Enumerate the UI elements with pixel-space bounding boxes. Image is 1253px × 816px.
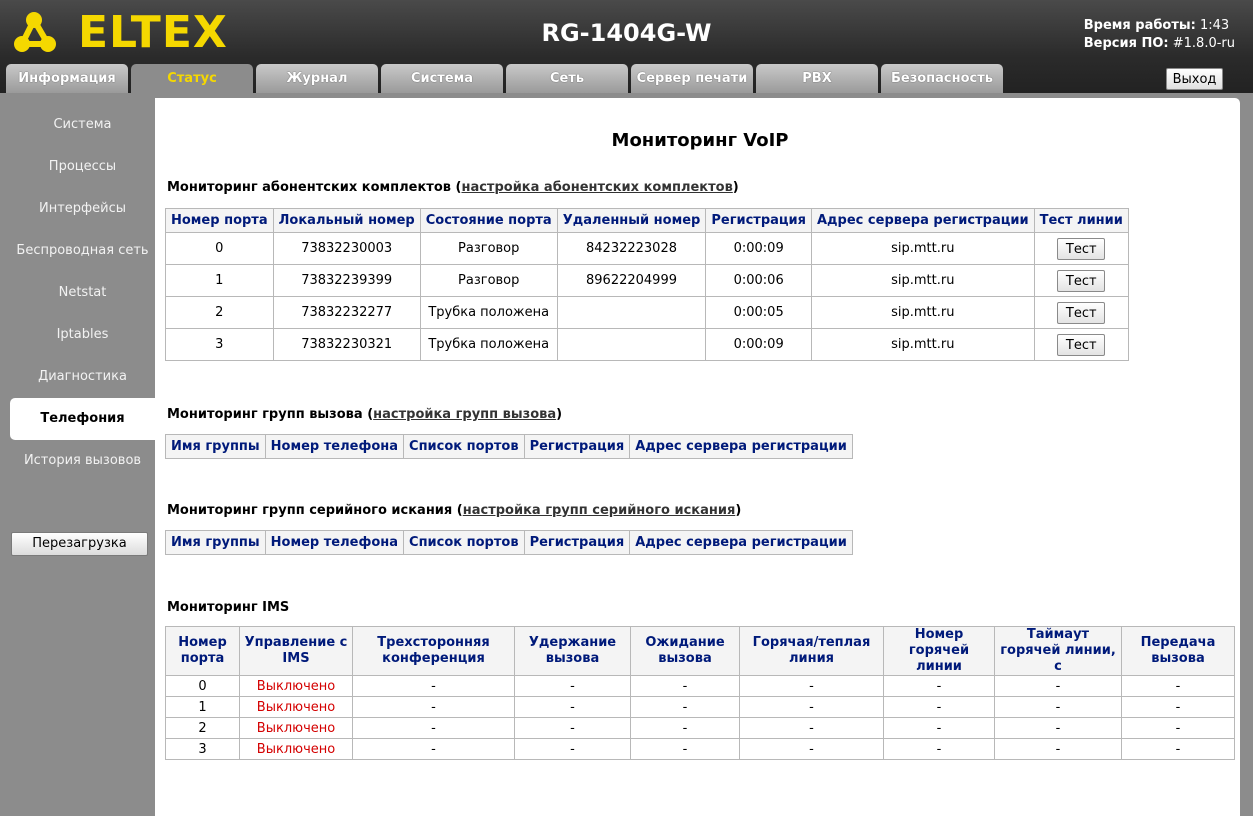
hotline-cell: -	[740, 718, 884, 739]
table-row	[166, 297, 1129, 329]
test-line-button[interactable]: Тест	[1057, 334, 1105, 356]
hotline-cell: -	[740, 676, 884, 697]
registration-cell: 0:00:09	[706, 233, 812, 265]
tab-security[interactable]: Безопасность	[881, 64, 1003, 93]
transfer-cell: -	[1122, 697, 1235, 718]
ims-control-cell: Выключено	[240, 676, 353, 697]
uptime-value: 1:43	[1200, 18, 1230, 33]
conference-cell: -	[353, 697, 515, 718]
transfer-cell: -	[1122, 676, 1235, 697]
server-cell: sip.mtt.ru	[812, 265, 1035, 297]
server-cell: sip.mtt.ru	[812, 297, 1035, 329]
sidebar-item-interfaces[interactable]: Интерфейсы	[38, 201, 127, 216]
subscribers-title-text: Мониторинг абонентских комплектов (	[167, 180, 462, 195]
hold-cell: -	[515, 676, 631, 697]
hotline-number-cell: -	[884, 676, 995, 697]
hotline-timeout-cell: -	[995, 718, 1122, 739]
table-row	[166, 329, 1129, 361]
test-cell	[1034, 297, 1128, 329]
port-cell: 3	[166, 329, 274, 361]
hunt-groups-settings-link[interactable]: настройка групп серийного искания	[462, 503, 736, 518]
local-number-cell: 73832232277	[273, 297, 420, 329]
local-number-cell: 73832239399	[273, 265, 420, 297]
tab-system[interactable]: Система	[381, 64, 503, 93]
column-header: Номер порта	[166, 627, 240, 676]
page-scrollbar[interactable]	[1241, 98, 1253, 816]
port-cell: 2	[166, 718, 240, 739]
hold-cell: -	[515, 697, 631, 718]
column-header: Горячая/теплая линия	[740, 627, 884, 676]
table-row	[166, 265, 1129, 297]
hotline-timeout-cell: -	[995, 697, 1122, 718]
conference-cell: -	[353, 739, 515, 760]
sidebar-item-netstat[interactable]: Netstat	[58, 285, 107, 300]
sidebar-item-diagnostics[interactable]: Диагностика	[38, 369, 127, 384]
column-header: Удаленный номер	[557, 209, 706, 233]
tab-pbx[interactable]: PBX	[756, 64, 878, 93]
port-cell: 0	[166, 676, 240, 697]
port-cell: 1	[166, 265, 274, 297]
logo-text: ELTEX	[78, 7, 228, 58]
column-header: Управление с IMS	[240, 627, 353, 676]
column-header: Регистрация	[524, 435, 630, 459]
table-header-row	[166, 435, 853, 459]
call-groups-section-title	[167, 407, 562, 422]
table-row	[166, 676, 1235, 697]
conference-cell: -	[353, 718, 515, 739]
tab-status[interactable]: Статус	[131, 64, 253, 93]
port-state-cell: Трубка положена	[420, 329, 557, 361]
waiting-cell: -	[631, 697, 740, 718]
header	[0, 0, 1253, 93]
hotline-number-cell: -	[884, 697, 995, 718]
hotline-cell: -	[740, 739, 884, 760]
hold-cell: -	[515, 718, 631, 739]
registration-cell: 0:00:05	[706, 297, 812, 329]
port-state-cell: Разговор	[420, 233, 557, 265]
hunt-groups-title-text: Мониторинг групп серийного искания (	[167, 503, 463, 518]
port-cell: 0	[166, 233, 274, 265]
eltex-logo[interactable]	[14, 7, 228, 58]
uptime-label: Время работы:	[1083, 18, 1196, 33]
page-title: Мониторинг VoIP	[611, 130, 789, 151]
table-row	[166, 718, 1235, 739]
column-header: Список портов	[404, 531, 525, 555]
table-header-row	[166, 627, 1235, 676]
tab-info[interactable]: Информация	[6, 64, 128, 93]
server-cell: sip.mtt.ru	[812, 233, 1035, 265]
server-cell: sip.mtt.ru	[812, 329, 1035, 361]
remote-number-cell: 84232223028	[557, 233, 706, 265]
test-cell	[1034, 233, 1128, 265]
column-header: Адрес сервера регистрации	[812, 209, 1035, 233]
reboot-button[interactable]: Перезагрузка	[11, 532, 148, 556]
port-cell: 1	[166, 697, 240, 718]
firmware-value: #1.8.0-ru	[1172, 36, 1235, 51]
system-info	[1084, 17, 1235, 53]
table-header-row	[166, 209, 1129, 233]
hotline-number-cell: -	[884, 739, 995, 760]
column-header: Имя группы	[166, 435, 266, 459]
column-header: Номер телефона	[265, 531, 403, 555]
waiting-cell: -	[631, 739, 740, 760]
column-header: Адрес сервера регистрации	[630, 531, 853, 555]
logout-button[interactable]: Выход	[1166, 68, 1223, 90]
logo-nodes-icon	[14, 10, 72, 56]
test-line-button[interactable]: Тест	[1057, 302, 1105, 324]
call-groups-title-end: )	[556, 407, 563, 422]
subscribers-settings-link[interactable]: настройка абонентских комплектов	[461, 180, 733, 195]
column-header: Номер телефона	[265, 435, 403, 459]
column-header: Локальный номер	[273, 209, 420, 233]
device-title: RG-1404G-W	[541, 19, 712, 47]
sidebar-item-wireless[interactable]: Беспроводная сеть	[16, 243, 149, 258]
column-header: Таймаут горячей линии, с	[995, 627, 1122, 676]
subscribers-table	[165, 208, 1129, 361]
local-number-cell: 73832230321	[273, 329, 420, 361]
table-header-row	[166, 531, 853, 555]
subscribers-title-end: )	[732, 180, 739, 195]
port-state-cell: Разговор	[420, 265, 557, 297]
call-groups-settings-link[interactable]: настройка групп вызова	[373, 407, 557, 422]
test-line-button[interactable]: Тест	[1057, 238, 1105, 260]
registration-cell: 0:00:06	[706, 265, 812, 297]
ims-control-cell: Выключено	[240, 718, 353, 739]
column-header: Трехсторонняя конференция	[353, 627, 515, 676]
test-line-button[interactable]: Тест	[1057, 270, 1105, 292]
firmware-label: Версия ПО:	[1083, 36, 1169, 51]
ims-control-cell: Выключено	[240, 739, 353, 760]
column-header: Ожидание вызова	[631, 627, 740, 676]
tab-journal[interactable]: Журнал	[256, 64, 378, 93]
local-number-cell: 73832230003	[273, 233, 420, 265]
call-groups-title-text: Мониторинг групп вызова (	[167, 407, 374, 422]
column-header: Регистрация	[706, 209, 812, 233]
column-header: Имя группы	[166, 531, 266, 555]
tab-print-server[interactable]: Сервер печати	[631, 64, 753, 93]
ims-control-cell: Выключено	[240, 697, 353, 718]
ims-section-title: Мониторинг IMS	[167, 600, 290, 615]
subscribers-section-title	[167, 180, 739, 195]
conference-cell: -	[353, 676, 515, 697]
table-row	[166, 697, 1235, 718]
transfer-cell: -	[1122, 739, 1235, 760]
sidebar-item-iptables[interactable]: Iptables	[56, 327, 109, 342]
ims-table	[165, 626, 1235, 760]
waiting-cell: -	[631, 718, 740, 739]
port-state-cell: Трубка положена	[420, 297, 557, 329]
tab-network[interactable]: Сеть	[506, 64, 628, 93]
column-header: Адрес сервера регистрации	[630, 435, 853, 459]
column-header: Номер горячей линии	[884, 627, 995, 676]
sidebar-item-processes[interactable]: Процессы	[48, 159, 117, 174]
remote-number-cell: 89622204999	[557, 265, 706, 297]
hotline-number-cell: -	[884, 718, 995, 739]
column-header: Номер порта	[166, 209, 274, 233]
sidebar-item-call-history[interactable]: История вызовов	[23, 453, 142, 468]
port-cell: 3	[166, 739, 240, 760]
test-cell	[1034, 265, 1128, 297]
column-header: Регистрация	[524, 531, 630, 555]
table-row	[166, 739, 1235, 760]
content-panel	[155, 98, 1240, 816]
registration-cell: 0:00:09	[706, 329, 812, 361]
hunt-groups-table	[165, 530, 853, 555]
column-header: Состояние порта	[420, 209, 557, 233]
column-header: Список портов	[404, 435, 525, 459]
column-header: Передача вызова	[1122, 627, 1235, 676]
test-cell	[1034, 329, 1128, 361]
hold-cell: -	[515, 739, 631, 760]
column-header: Тест линии	[1034, 209, 1128, 233]
waiting-cell: -	[631, 676, 740, 697]
port-cell: 2	[166, 297, 274, 329]
column-header: Удержание вызова	[515, 627, 631, 676]
hunt-groups-section-title	[167, 503, 741, 518]
sidebar-item-telephony[interactable]: Телефония	[10, 398, 155, 440]
hunt-groups-title-end: )	[735, 503, 742, 518]
sidebar-item-system[interactable]: Система	[53, 117, 112, 132]
remote-number-cell	[557, 297, 706, 329]
remote-number-cell	[557, 329, 706, 361]
hotline-timeout-cell: -	[995, 739, 1122, 760]
hotline-cell: -	[740, 697, 884, 718]
call-groups-table	[165, 434, 853, 459]
transfer-cell: -	[1122, 718, 1235, 739]
table-row	[166, 233, 1129, 265]
hotline-timeout-cell: -	[995, 676, 1122, 697]
